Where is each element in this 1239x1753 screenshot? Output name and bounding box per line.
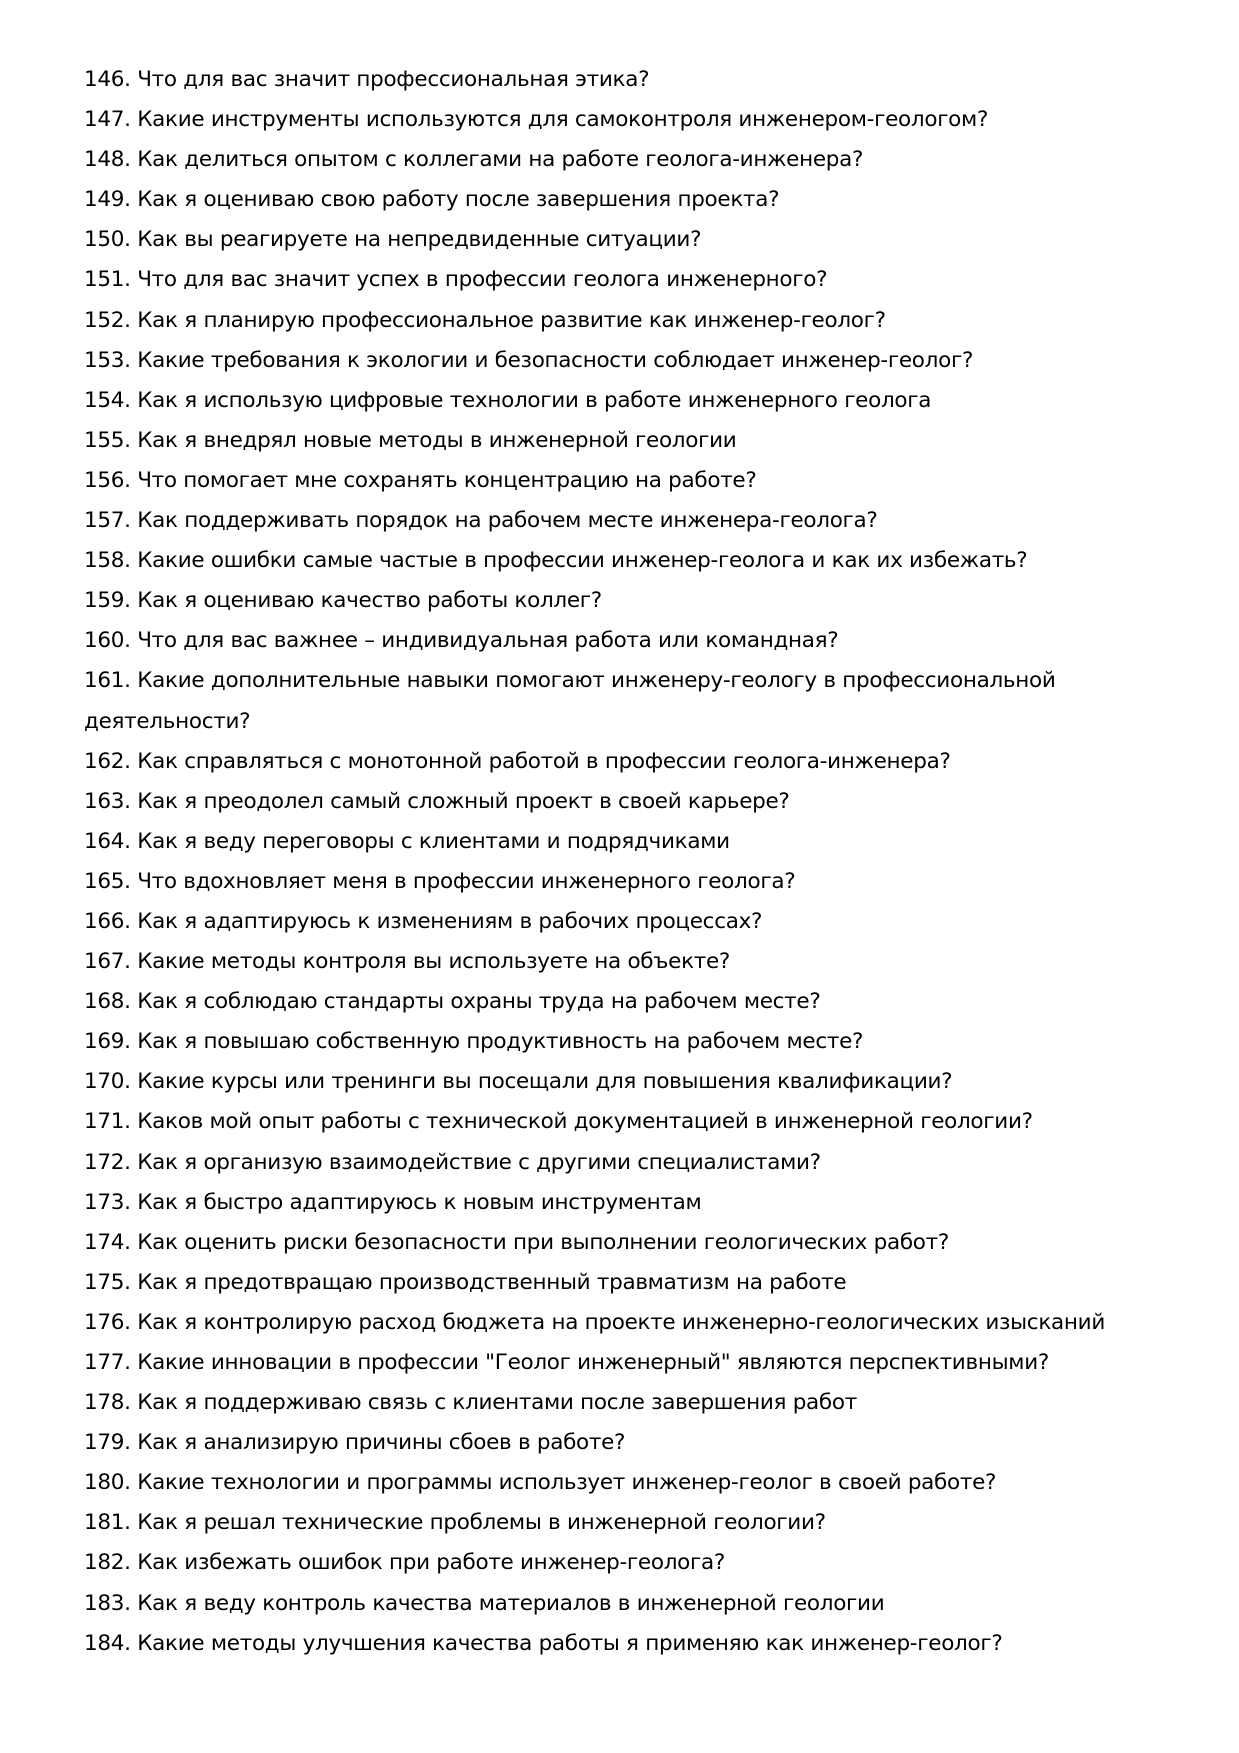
question-text: Каков мой опыт работы с технической документацией в инженерной геологии? bbox=[137, 1109, 1033, 1135]
question-number: 183. bbox=[84, 1590, 131, 1616]
question-text: Какие методы улучшения качества работы я применяю как инженер-геолог? bbox=[137, 1630, 1003, 1656]
question-text: Как я веду переговоры с клиентами и подрядчиками bbox=[137, 828, 730, 854]
question-number: 149. bbox=[84, 187, 131, 213]
question-item bbox=[84, 581, 1164, 621]
question-list bbox=[84, 60, 1164, 1664]
question-text: Какие требования к экологии и безопасности соблюдает инженер-геолог? bbox=[137, 347, 974, 373]
question-text: Как я планирую профессиональное развитие как инженер-геолог? bbox=[137, 307, 886, 333]
question-number: 184. bbox=[84, 1630, 131, 1656]
question-number: 160. bbox=[84, 628, 131, 654]
question-item bbox=[84, 982, 1164, 1022]
question-number: 155. bbox=[84, 427, 131, 453]
question-number: 178. bbox=[84, 1390, 131, 1416]
question-text: Как я решал технические проблемы в инженерной геологии? bbox=[137, 1510, 826, 1536]
question-text: Какие инструменты используются для самоконтроля инженером-геологом? bbox=[137, 107, 989, 133]
question-text: Какие инновации в профессии "Геолог инженерный" являются перспективными? bbox=[137, 1350, 1049, 1375]
question-text: Что вдохновляет меня в профессии инженерного геолога? bbox=[137, 868, 796, 894]
question-text: Как я оцениваю качество работы коллег? bbox=[137, 588, 602, 614]
question-number: 182. bbox=[84, 1550, 131, 1576]
question-text: Как поддерживать порядок на рабочем месте инженера-геолога? bbox=[137, 508, 878, 534]
question-text: Как я контролирую расход бюджета на проекте инженерно-геологических изысканий bbox=[137, 1309, 1105, 1335]
question-item bbox=[84, 1343, 1164, 1383]
question-text: Какие технологии и программы использует инженер-геолог в своей работе? bbox=[137, 1470, 997, 1496]
question-text: Как я быстро адаптируюсь к новым инструментам bbox=[137, 1189, 702, 1215]
question-number: 161. bbox=[84, 668, 131, 694]
question-item bbox=[84, 1383, 1164, 1423]
question-text: Как делиться опытом с коллегами на работе геолога-инженера? bbox=[137, 147, 864, 173]
question-number: 147. bbox=[84, 107, 131, 133]
question-number: 158. bbox=[84, 548, 131, 574]
question-number: 170. bbox=[84, 1069, 131, 1095]
question-item bbox=[84, 822, 1164, 862]
question-text: Как я поддерживаю связь с клиентами после завершения работ bbox=[137, 1390, 857, 1416]
question-item bbox=[84, 902, 1164, 942]
question-text: Какие методы контроля вы используете на объекте? bbox=[137, 949, 731, 975]
question-item bbox=[84, 862, 1164, 902]
question-item bbox=[84, 1022, 1164, 1062]
question-number: 154. bbox=[84, 387, 131, 413]
question-item bbox=[84, 260, 1164, 300]
question-number: 151. bbox=[84, 267, 131, 293]
question-item bbox=[84, 140, 1164, 180]
question-text: Как я повышаю собственную продуктивность на рабочем месте? bbox=[137, 1029, 864, 1055]
question-text: Какие курсы или тренинги вы посещали для повышения квалификации? bbox=[137, 1069, 953, 1095]
question-number: 159. bbox=[84, 588, 131, 614]
question-text: Как я адаптируюсь к изменениям в рабочих процессах? bbox=[137, 908, 763, 934]
question-number: 175. bbox=[84, 1269, 131, 1295]
question-item bbox=[84, 180, 1164, 220]
question-item bbox=[84, 220, 1164, 260]
question-item bbox=[84, 541, 1164, 581]
question-number: 177. bbox=[84, 1350, 131, 1375]
question-number: 167. bbox=[84, 949, 131, 975]
question-item bbox=[84, 60, 1164, 100]
question-item bbox=[84, 742, 1164, 782]
question-item bbox=[84, 1143, 1164, 1183]
question-text: Что помогает мне сохранять концентрацию на работе? bbox=[137, 467, 757, 493]
question-number: 148. bbox=[84, 147, 131, 173]
question-item bbox=[84, 1584, 1164, 1624]
question-item bbox=[84, 1102, 1164, 1142]
question-text: Как я внедрял новые методы в инженерной геологии bbox=[137, 427, 737, 453]
question-item bbox=[84, 381, 1164, 421]
question-text: Что для вас важнее – индивидуальная работа или командная? bbox=[137, 628, 839, 654]
question-text: Как я использую цифровые технологии в работе инженерного геолога bbox=[137, 387, 932, 413]
question-text: Как я соблюдаю стандарты охраны труда на рабочем месте? bbox=[137, 989, 821, 1015]
question-text: Как справляться с монотонной работой в профессии геолога-инженера? bbox=[137, 748, 951, 774]
question-number: 156. bbox=[84, 467, 131, 493]
question-number: 157. bbox=[84, 508, 131, 534]
question-text: Как я веду контроль качества материалов в инженерной геологии bbox=[137, 1590, 885, 1616]
question-number: 146. bbox=[84, 67, 131, 92]
question-text: Как я оцениваю свою работу после завершения проекта? bbox=[137, 187, 780, 213]
question-item bbox=[84, 341, 1164, 381]
question-text: Как я преодолел самый сложный проект в своей карьере? bbox=[137, 788, 790, 814]
question-item bbox=[84, 1624, 1164, 1664]
question-text: Как я предотвращаю производственный травматизм на работе bbox=[137, 1269, 847, 1295]
question-text: Как избежать ошибок при работе инженер-геолога? bbox=[137, 1550, 725, 1576]
question-text: Как я анализирую причины сбоев в работе? bbox=[137, 1430, 626, 1456]
question-item bbox=[84, 1183, 1164, 1223]
question-item bbox=[84, 1303, 1164, 1343]
question-text: Какие дополнительные навыки помогают инженеру-геологу в профессиональной деятельности? bbox=[84, 668, 1056, 734]
question-number: 164. bbox=[84, 828, 131, 854]
question-text: Как я организую взаимодействие с другими специалистами? bbox=[137, 1149, 821, 1175]
question-item bbox=[84, 1223, 1164, 1263]
question-number: 163. bbox=[84, 788, 131, 814]
question-item bbox=[84, 1463, 1164, 1503]
question-item bbox=[84, 461, 1164, 501]
question-item bbox=[84, 1263, 1164, 1303]
question-text: Какие ошибки самые частые в профессии инженер-геолога и как их избежать? bbox=[137, 548, 1028, 574]
question-item bbox=[84, 501, 1164, 541]
question-item bbox=[84, 301, 1164, 341]
question-number: 168. bbox=[84, 989, 131, 1015]
question-number: 172. bbox=[84, 1149, 131, 1175]
question-number: 152. bbox=[84, 307, 131, 333]
question-text: Что для вас значит успех в профессии геолога инженерного? bbox=[137, 267, 828, 293]
question-number: 180. bbox=[84, 1470, 131, 1496]
question-item bbox=[84, 942, 1164, 982]
question-item bbox=[84, 1543, 1164, 1583]
question-item bbox=[84, 621, 1164, 661]
question-number: 171. bbox=[84, 1109, 131, 1135]
question-item bbox=[84, 1503, 1164, 1543]
question-item bbox=[84, 421, 1164, 461]
question-item bbox=[84, 1062, 1164, 1102]
question-number: 166. bbox=[84, 908, 131, 934]
question-item bbox=[84, 100, 1164, 140]
question-item bbox=[84, 661, 1164, 741]
question-number: 179. bbox=[84, 1430, 131, 1456]
question-number: 181. bbox=[84, 1510, 131, 1536]
question-text: Как оценить риски безопасности при выполнении геологических работ? bbox=[137, 1229, 949, 1255]
question-number: 162. bbox=[84, 748, 131, 774]
question-number: 176. bbox=[84, 1309, 131, 1335]
question-number: 173. bbox=[84, 1189, 131, 1215]
question-number: 169. bbox=[84, 1029, 131, 1055]
question-number: 174. bbox=[84, 1229, 131, 1255]
question-number: 150. bbox=[84, 227, 131, 253]
question-item bbox=[84, 1423, 1164, 1463]
question-item bbox=[84, 782, 1164, 822]
question-text: Что для вас значит профессиональная этика? bbox=[137, 67, 650, 92]
question-number: 153. bbox=[84, 347, 131, 373]
question-number: 165. bbox=[84, 868, 131, 894]
question-text: Как вы реагируете на непредвиденные ситуации? bbox=[137, 227, 702, 253]
